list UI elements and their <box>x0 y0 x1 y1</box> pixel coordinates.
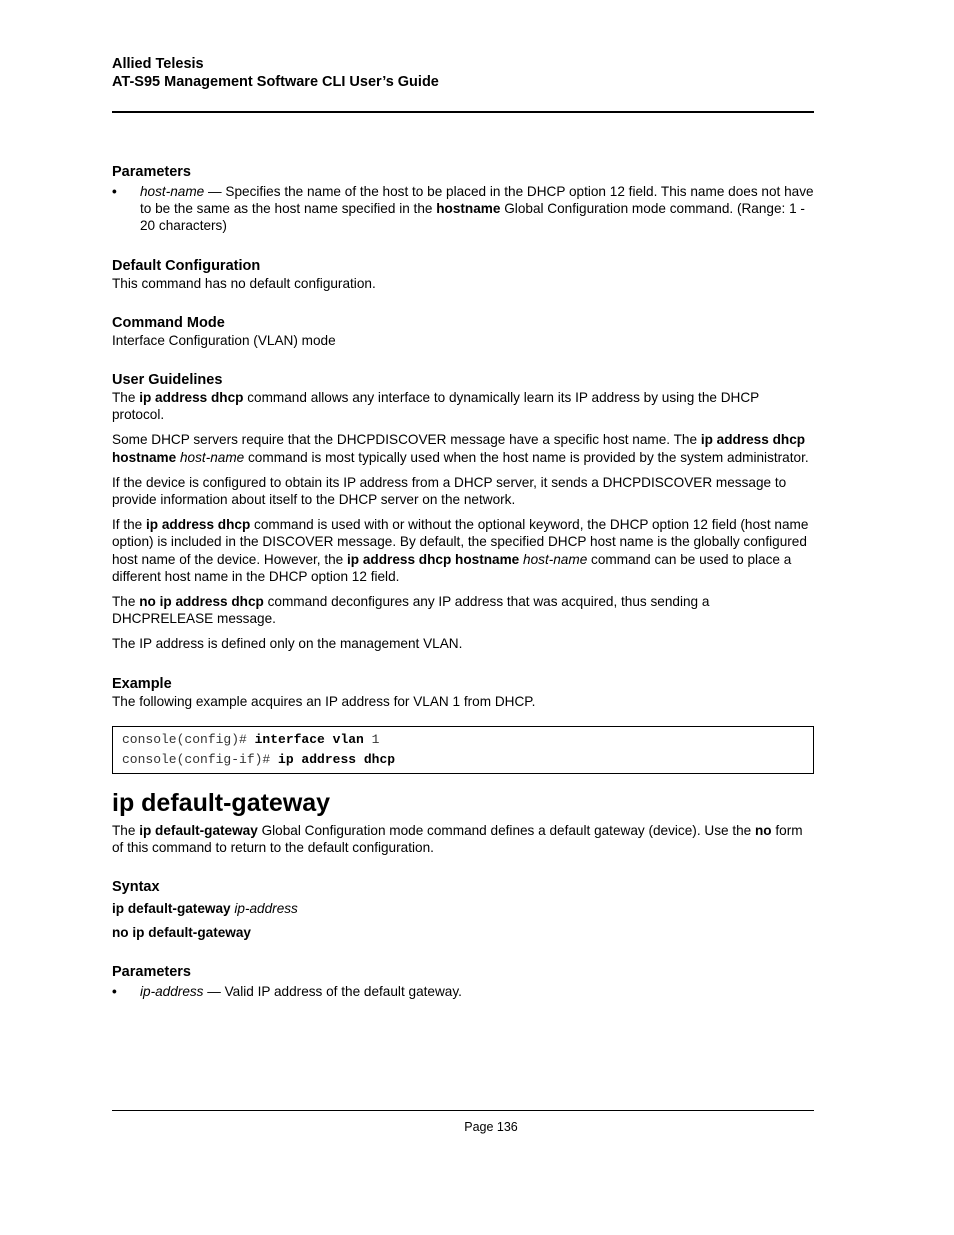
parameters-heading: Parameters <box>112 164 191 180</box>
header-rule <box>112 111 814 113</box>
syntax-line: ip default-gateway ip-address <box>112 901 298 917</box>
syntax-heading: Syntax <box>112 879 160 896</box>
guideline-paragraph: Some DHCP servers require that the DHCPDISCOVER message have a specific host name. The ip address dhcp hostname host-name command is most typically used when the host name is provided by the system administrator. <box>112 432 809 465</box>
guideline-paragraph: The ip address dhcp command allows any interface to dynamically learn its IP address by using the DHCP protocol. <box>112 390 759 423</box>
parameters-section <box>112 163 814 235</box>
code-line: console(config)# interface vlan 1 <box>122 731 380 747</box>
parameter-item: • host-name — Specifies the name of the host to be placed in the DHCP option 12 field. This name does not have to be the same as the host name specified in the hostname Global Configuration mode command. (Range: 1 - 20 characters) <box>112 184 814 234</box>
gateway-parameters-section <box>112 963 814 1000</box>
default-configuration-heading: Default Configuration <box>112 257 261 274</box>
param-name: ip-address <box>140 984 204 1000</box>
footer-rule <box>112 1110 814 1111</box>
header-company: Allied Telesis <box>112 56 204 72</box>
code-block <box>112 726 814 774</box>
guideline-paragraph: If the ip address dhcp command is used with or without the optional keyword, the DHCP option 12 field (host name option) is included in the DISCOVER message. By default, the specified DHCP host name is the globally configured host name of the device. However, the ip address dhcp hostname host-name command can be used to place a different host name in the DHCP option 12 field. <box>112 517 809 584</box>
page-number: Page 136 <box>464 1120 518 1134</box>
code-line: console(config-if)# ip address dhcp <box>122 751 396 767</box>
header-guide-title: AT-S95 Management Software CLI User’s Guide <box>112 74 439 90</box>
example-heading: Example <box>112 675 172 692</box>
default-configuration-section <box>112 257 814 292</box>
guideline-paragraph: If the device is configured to obtain its IP address from a DHCP server, it sends a DHCPDISCOVER message to provide information about itself to the DHCP server on the network. <box>112 474 787 508</box>
command-intro: The ip default-gateway Global Configuration mode command defines a default gateway (device). Use the no form of this command to return to the default configuration. <box>112 822 803 856</box>
bullet-icon: • <box>112 184 117 199</box>
command-mode-section <box>112 314 814 349</box>
guideline-paragraph: The no ip address dhcp command deconfigures any IP address that was acquired, thus sending a DHCPRELEASE message. <box>112 594 710 627</box>
default-configuration-text: This command has no default configuration. <box>112 275 376 291</box>
syntax-line: no ip default-gateway <box>112 925 251 941</box>
user-guidelines-section <box>112 371 814 653</box>
user-guidelines-heading: User Guidelines <box>112 372 223 389</box>
command-mode-heading: Command Mode <box>112 314 225 331</box>
gateway-parameters-heading: Parameters <box>112 964 191 981</box>
parameter-item: • ip-address — Valid IP address of the default gateway. <box>112 984 462 1000</box>
example-text: The following example acquires an IP address for VLAN 1 from DHCP. <box>112 693 536 709</box>
main-content <box>112 163 814 1000</box>
running-header <box>112 55 439 91</box>
bullet-icon: • <box>112 984 117 1000</box>
syntax-section <box>112 878 814 941</box>
example-section <box>112 675 814 774</box>
command-title: ip default-gateway <box>112 788 331 817</box>
param-name: host-name <box>140 184 205 199</box>
command-mode-text: Interface Configuration (VLAN) mode <box>112 332 336 348</box>
guideline-paragraph: The IP address is defined only on the management VLAN. <box>112 636 463 652</box>
